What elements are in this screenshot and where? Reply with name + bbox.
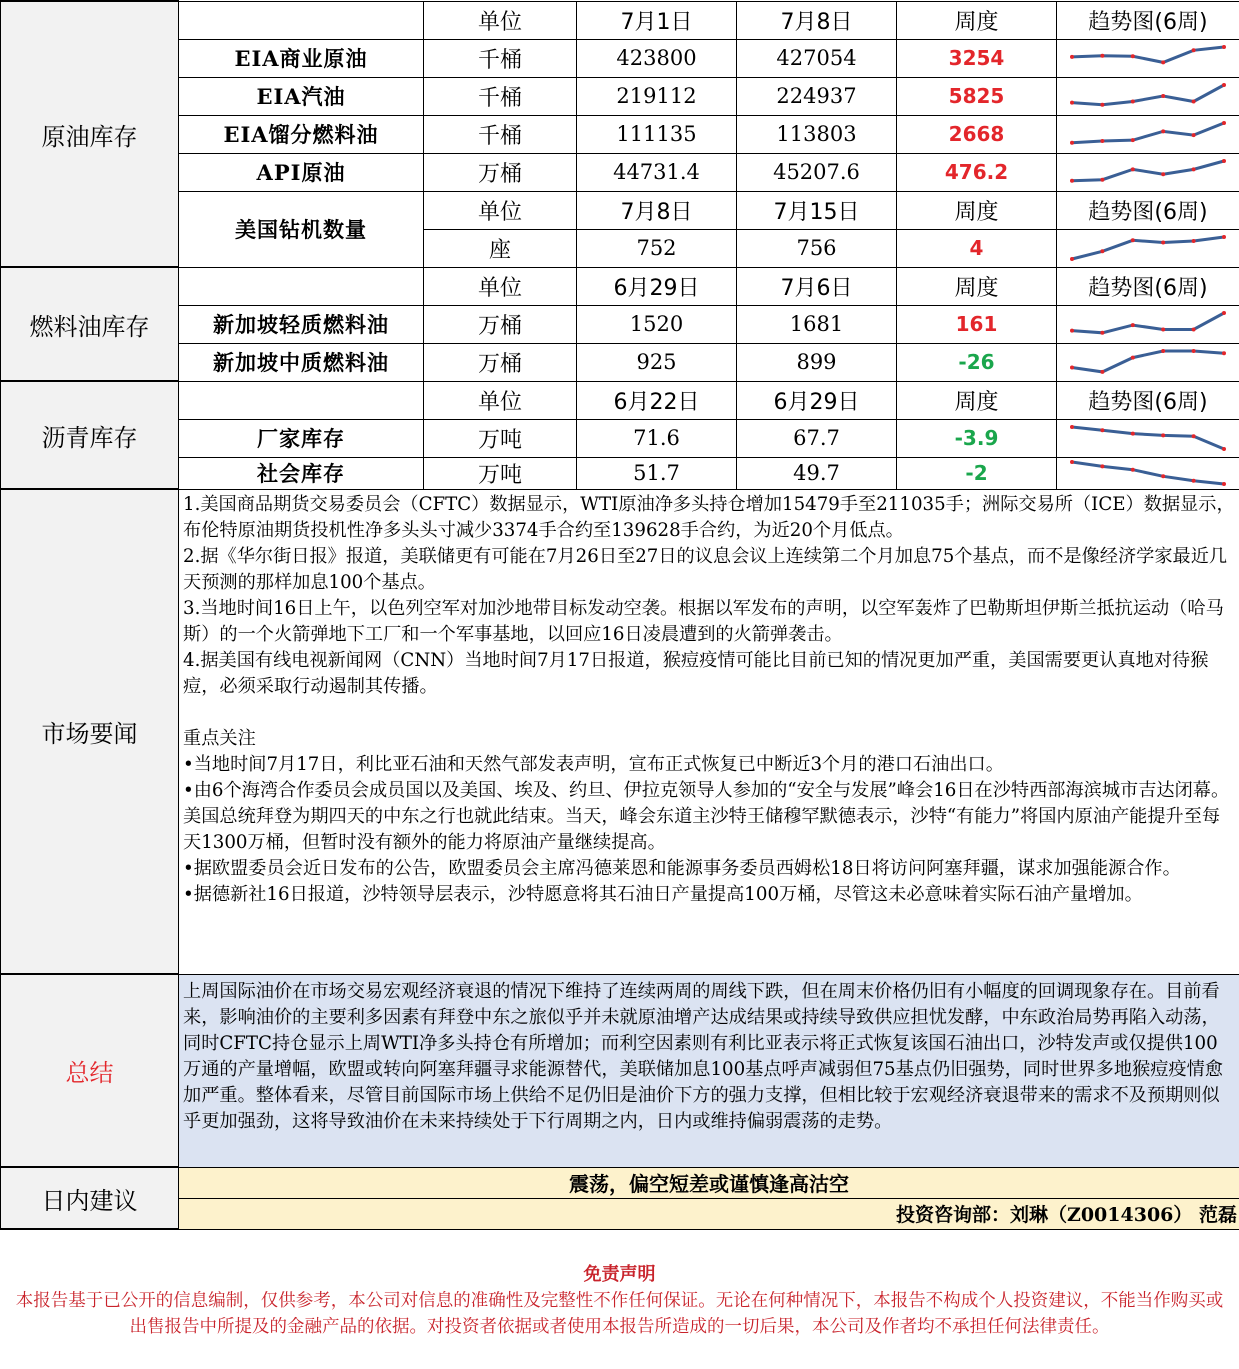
- sparkline-point: [1161, 129, 1165, 133]
- sparkline-point: [1100, 103, 1104, 107]
- sparkline-chart: [1068, 81, 1228, 111]
- rig-header-d2: 7月15日: [737, 191, 897, 229]
- sparkline: [1057, 77, 1239, 115]
- section-crude-label: 原油库存: [1, 1, 179, 267]
- disclaimer: [0, 1262, 1239, 1340]
- fuel-header-d2: 7月6日: [737, 267, 897, 305]
- sparkline-point: [1100, 428, 1104, 432]
- row-value-2: 67.7: [737, 419, 897, 457]
- sparkline: [1057, 305, 1239, 343]
- sparkline-point: [1222, 482, 1226, 486]
- row-unit: 万桶: [424, 305, 577, 343]
- section-asphalt-label: 沥青库存: [1, 381, 179, 489]
- row-value-1: 423800: [577, 39, 737, 77]
- sparkline-point: [1070, 425, 1074, 429]
- author-line: 投资咨询部：刘琳（Z0014306） 范磊: [179, 1198, 1239, 1229]
- table-row: [1, 115, 1239, 153]
- sparkline-point: [1222, 83, 1226, 87]
- fuel-header-d1: 6月29日: [577, 267, 737, 305]
- sparkline-point: [1100, 178, 1104, 182]
- focus-item: •由6个海湾合作委员会成员国以及美国、埃及、约旦、伊拉克领导人参加的“安全与发展”峰会16日在沙特西部海滨城市吉达闭幕。美国总统拜登为期四天的中东之行也就此结束。当天，峰会东道主沙特王储穆罕默德表示，沙特“有能力”将国内原油产能提升至每天1300万桶，但暂时没有额外的能力将原油产量继续提高。: [183, 779, 1230, 853]
- sparkline-point: [1192, 48, 1196, 52]
- sparkline-point: [1192, 133, 1196, 137]
- table-row: [1, 457, 1239, 489]
- sparkline-point: [1161, 60, 1165, 64]
- table-row: [1, 39, 1239, 77]
- table-row: [1, 305, 1239, 343]
- sparkline-point: [1131, 468, 1135, 472]
- rig-header-d1: 7月8日: [577, 191, 737, 229]
- sparkline-chart: [1068, 233, 1228, 263]
- sparkline-point: [1192, 434, 1196, 438]
- table-row: [1, 343, 1239, 381]
- sparkline-point: [1070, 55, 1074, 59]
- sparkline-point: [1131, 138, 1135, 142]
- sparkline: [1057, 115, 1239, 153]
- sparkline-point: [1131, 356, 1135, 360]
- row-value-2: 49.7: [737, 457, 897, 489]
- row-value-2: 224937: [737, 77, 897, 115]
- sparkline-point: [1192, 328, 1196, 332]
- section-fuel-label: 燃料油库存: [1, 267, 179, 381]
- sparkline-point: [1070, 366, 1074, 370]
- focus-item: •当地时间7月17日，利比亚石油和天然气部发表声明，宣布正式恢复已中断近3个月的港口石油出口。: [183, 753, 1004, 775]
- row-weekly-change: -26: [897, 343, 1057, 381]
- sparkline-point: [1100, 54, 1104, 58]
- asphalt-header-d1: 6月22日: [577, 381, 737, 419]
- sparkline-point: [1161, 241, 1165, 245]
- sparkline-chart: [1068, 43, 1228, 73]
- sparkline-chart: [1068, 119, 1228, 149]
- sparkline-point: [1192, 479, 1196, 483]
- sparkline-chart: [1068, 157, 1228, 187]
- row-value-2: 45207.6: [737, 153, 897, 191]
- table-row: [1, 153, 1239, 191]
- row-weekly-change: 161: [897, 305, 1057, 343]
- sparkline-point: [1192, 100, 1196, 104]
- disclaimer-text: 本报告基于已公开的信息编制，仅供参考，本公司对信息的准确性及完整性不作任何保证。无论在何种情况下，本报告不构成个人投资建议，不能当作购买或出售报告中所提及的金融产品的依据。对投资者依据或者使用本报告所造成的一切后果，本公司及作者均不承担任何法律责任。: [15, 1291, 1224, 1337]
- sparkline-line: [1072, 85, 1224, 105]
- sparkline-line: [1072, 427, 1224, 449]
- fuel-header-trend: 趋势图(6周): [1057, 267, 1239, 305]
- row-unit: 千桶: [424, 77, 577, 115]
- sparkline-point: [1222, 235, 1226, 239]
- rig-header-wk: 周度: [897, 191, 1057, 229]
- sparkline-line: [1072, 161, 1224, 181]
- sparkline-chart: [1068, 423, 1228, 453]
- fuel-header-unit: 单位: [424, 267, 577, 305]
- sparkline-point: [1192, 167, 1196, 171]
- fuel-header-wk: 周度: [897, 267, 1057, 305]
- sparkline-line: [1072, 313, 1224, 333]
- row-value-1: 111135: [577, 115, 737, 153]
- sparkline-point: [1070, 179, 1074, 183]
- sparkline-line: [1072, 47, 1224, 62]
- row-weekly-change: -2: [897, 457, 1057, 489]
- sparkline-point: [1222, 121, 1226, 125]
- row-name: 厂家库存: [179, 419, 424, 457]
- row-value-2: 899: [737, 343, 897, 381]
- sparkline-point: [1070, 141, 1074, 145]
- sparkline-point: [1222, 45, 1226, 49]
- row-name: 社会库存: [179, 457, 424, 489]
- sparkline-point: [1161, 328, 1165, 332]
- sparkline-line: [1072, 351, 1224, 372]
- row-name: EIA汽油: [179, 77, 424, 115]
- news-item: 4.据美国有线电视新闻网（CNN）当地时间7月17日报道，猴痘疫情可能比目前已知的情况更加严重，美国需要更认真地对待猴痘，必须采取行动遏制其传播。: [183, 649, 1209, 697]
- sparkline-point: [1100, 331, 1104, 335]
- focus-item: •据德新社16日报道，沙特领导层表示，沙特愿意将其石油日产量提高100万桶，尽管这未必意味着实际石油产量增加。: [183, 883, 1143, 905]
- row-value-1: 71.6: [577, 419, 737, 457]
- sparkline-point: [1161, 474, 1165, 478]
- sparkline-point: [1070, 460, 1074, 464]
- crude-header-trend: 趋势图(6周): [1057, 1, 1239, 39]
- news-content: [179, 489, 1239, 974]
- row-unit: 万桶: [424, 343, 577, 381]
- row-value-1: 44731.4: [577, 153, 737, 191]
- focus-title: 重点关注: [183, 727, 256, 749]
- row-value-2: 1681: [737, 305, 897, 343]
- sparkline-point: [1100, 249, 1104, 253]
- section-advice-label: 日内建议: [1, 1167, 179, 1229]
- row-value-1: 925: [577, 343, 737, 381]
- sparkline-point: [1131, 100, 1135, 104]
- asphalt-header-trend: 趋势图(6周): [1057, 381, 1239, 419]
- sparkline-point: [1100, 139, 1104, 143]
- sparkline-point: [1131, 432, 1135, 436]
- summary-text: 上周国际油价在市场交易宏观经济衰退的情况下维持了连续两周的周线下跌，但在周末价格仍旧有小幅度的回调现象存在。目前看来，影响油价的主要利多因素有拜登中东之旅似乎并未就原油增产达成结果或持续导致供应担忧发酵，中东政治局势再陷入动荡，同时CFTC持仓显示上周WTI净多头持仓有所增加；而利空因素则有利比亚表示将正式恢复该国石油出口，沙特发声或仅提供100万通的产量增幅，欧盟或转向阿塞拜疆寻求能源替代，美联储加息100基点呼声减弱但75基点仍旧强势，同时世界多地猴痘疫情愈加严重。整体看来，尽管目前国际市场上供给不足仍旧是油价下方的强力支撑，但相比较于宏观经济衰退带来的需求不及预期则似乎更加强劲，这将导致油价在未来持续处于下行周期之内，日内或维持偏弱震荡的走势。: [179, 974, 1239, 1167]
- sparkline-line: [1072, 462, 1224, 484]
- row-value-1: 51.7: [577, 457, 737, 489]
- row-name: 新加坡轻质燃料油: [179, 305, 424, 343]
- crude-header-wk: 周度: [897, 1, 1057, 39]
- sparkline-point: [1070, 101, 1074, 105]
- table-row: [1, 77, 1239, 115]
- row-value-1: 1520: [577, 305, 737, 343]
- rig-count-name: 美国钻机数量: [179, 191, 424, 267]
- row-unit: 千桶: [424, 115, 577, 153]
- sparkline-point: [1131, 238, 1135, 242]
- row-unit: 万吨: [424, 457, 577, 489]
- row-unit: 千桶: [424, 39, 577, 77]
- sparkline-point: [1131, 54, 1135, 58]
- row-value-2: 427054: [737, 39, 897, 77]
- sparkline-point: [1131, 323, 1135, 327]
- crude-header-blank: [179, 1, 424, 39]
- row-weekly-change: 4: [897, 229, 1057, 267]
- focus-item: •据欧盟委员会近日发布的公告，欧盟委员会主席冯德莱恩和能源事务委员西姆松18日将访问阿塞拜疆，谋求加强能源合作。: [183, 857, 1181, 879]
- asphalt-header-wk: 周度: [897, 381, 1057, 419]
- row-unit: 座: [424, 229, 577, 267]
- sparkline: [1057, 229, 1239, 267]
- sparkline-chart: [1068, 347, 1228, 377]
- sparkline-line: [1072, 237, 1224, 259]
- news-item: 1.美国商品期货交易委员会（CFTC）数据显示，WTI原油净多头持仓增加15479手至211035手；洲际交易所（ICE）数据显示，布伦特原油期货投机性净多头头寸减少3374手合约至139628手合约，为近20个月低点。: [183, 493, 1235, 541]
- row-weekly-change: 2668: [897, 115, 1057, 153]
- fuel-header-blank: [179, 267, 424, 305]
- disclaimer-title: 免责声明: [583, 1264, 656, 1285]
- row-value-1: 752: [577, 229, 737, 267]
- sparkline-point: [1100, 370, 1104, 374]
- advice-text: 震荡，偏空短差或谨慎逢高沽空: [179, 1167, 1239, 1198]
- sparkline-point: [1192, 239, 1196, 243]
- row-weekly-change: 5825: [897, 77, 1057, 115]
- sparkline-point: [1222, 447, 1226, 451]
- sparkline: [1057, 419, 1239, 457]
- sparkline: [1057, 457, 1239, 489]
- row-value-2: 756: [737, 229, 897, 267]
- row-name: EIA商业原油: [179, 39, 424, 77]
- asphalt-header-blank: [179, 381, 424, 419]
- sparkline: [1057, 343, 1239, 381]
- sparkline-point: [1070, 257, 1074, 261]
- crude-header-d1: 7月1日: [577, 1, 737, 39]
- sparkline: [1057, 39, 1239, 77]
- row-name: API原油: [179, 153, 424, 191]
- sparkline-chart: [1068, 309, 1228, 339]
- news-item: 2.据《华尔街日报》报道，美联储更有可能在7月26日至27日的议息会议上连续第二个月加息75个基点，而不是像经济学家最近几天预测的那样加息100个基点。: [183, 545, 1228, 593]
- crude-header-d2: 7月8日: [737, 1, 897, 39]
- crude-header-unit: 单位: [424, 1, 577, 39]
- sparkline-point: [1192, 349, 1196, 353]
- row-unit: 万桶: [424, 153, 577, 191]
- sparkline-point: [1070, 329, 1074, 333]
- sparkline-point: [1100, 464, 1104, 468]
- section-summary-label: 总结: [1, 974, 179, 1167]
- rig-header-trend: 趋势图(6周): [1057, 191, 1239, 229]
- row-name: 新加坡中质燃料油: [179, 343, 424, 381]
- sparkline-point: [1222, 351, 1226, 355]
- row-weekly-change: -3.9: [897, 419, 1057, 457]
- sparkline-point: [1161, 349, 1165, 353]
- row-value-1: 219112: [577, 77, 737, 115]
- sparkline-line: [1072, 123, 1224, 143]
- asphalt-header-unit: 单位: [424, 381, 577, 419]
- table-row: [1, 419, 1239, 457]
- sparkline-point: [1222, 159, 1226, 163]
- section-news-label: 市场要闻: [1, 489, 179, 974]
- sparkline-point: [1161, 172, 1165, 176]
- row-weekly-change: 3254: [897, 39, 1057, 77]
- sparkline-point: [1161, 433, 1165, 437]
- sparkline-point: [1161, 94, 1165, 98]
- row-name: EIA馏分燃料油: [179, 115, 424, 153]
- sparkline-point: [1222, 311, 1226, 315]
- row-value-2: 113803: [737, 115, 897, 153]
- row-weekly-change: 476.2: [897, 153, 1057, 191]
- news-item: 3.当地时间16日上午，以色列空军对加沙地带目标发动空袭。根据以军发布的声明，以空军轰炸了巴勒斯坦伊斯兰抵抗运动（哈马斯）的一个火箭弹地下工厂和一个军事基地，以回应16日凌晨遭到的火箭弹袭击。: [183, 597, 1224, 645]
- asphalt-header-d2: 6月29日: [737, 381, 897, 419]
- row-unit: 万吨: [424, 419, 577, 457]
- sparkline-point: [1131, 167, 1135, 171]
- sparkline-chart: [1068, 458, 1228, 488]
- sparkline: [1057, 153, 1239, 191]
- rig-header-unit: 单位: [424, 191, 577, 229]
